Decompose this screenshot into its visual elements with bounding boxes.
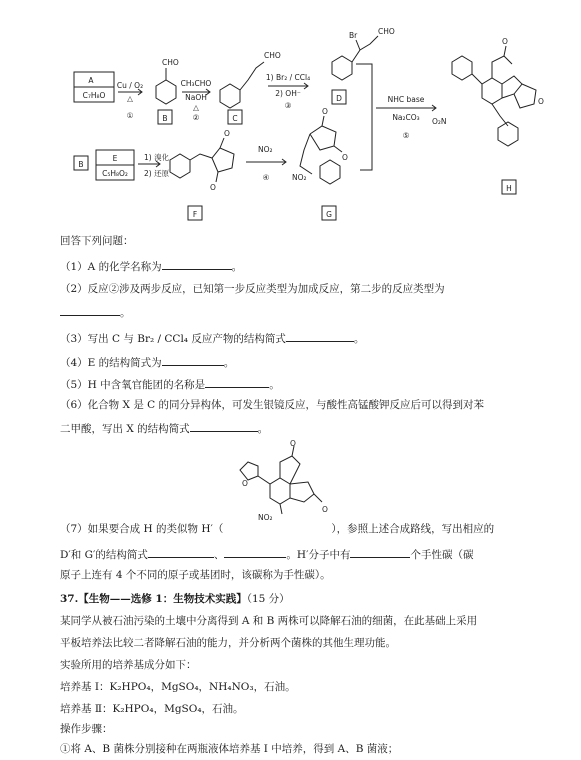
- medium-2: 培养基 Ⅱ：K₂HPO₄，MgSO₄，石油。: [60, 703, 244, 715]
- label-h: H: [506, 184, 512, 193]
- o-h1: O: [502, 37, 508, 46]
- o-f1: O: [224, 129, 230, 138]
- reaction-scheme: [60, 4, 580, 230]
- label-e: E: [112, 154, 118, 163]
- step-4-number: ④: [262, 173, 270, 182]
- benzene-ring-h: [452, 56, 472, 80]
- benzene-ring-d: [332, 56, 352, 80]
- intro-line: 回答下列问题：: [60, 235, 134, 247]
- o-furan: O: [242, 479, 248, 488]
- paragraph-1: 某同学从被石油污染的土壤中分离得到 A 和 B 两株可以降解石油的细菌，在此基础上采用: [60, 615, 478, 627]
- furan-ring: [240, 462, 258, 480]
- label-g: G: [326, 210, 332, 219]
- a-b-condition: △: [127, 94, 133, 103]
- step-1-number: ①: [126, 111, 134, 120]
- label-a: A: [88, 76, 94, 85]
- question-7a: （7）如果要合成 H 的类似物 H′（ ），参照上述合成路线，写出相应的: [60, 523, 495, 535]
- label-c: C: [232, 114, 238, 123]
- question-7c: D′和 G′的结构简式 、 。H′分子中有 个手性碳（碳: [60, 546, 575, 562]
- b-c-reagent: CH₃CHO: [180, 79, 212, 88]
- medium-1: 培养基 Ⅰ：K₂HPO₄，MgSO₄，NH₄NO₃，石油。: [60, 681, 296, 693]
- steps-heading: 操作步骤：: [60, 723, 113, 735]
- question-2-blank: 。: [60, 304, 575, 320]
- c-d-reagent: 1) Br₂ / CCl₄: [265, 73, 311, 82]
- o-ketone: O: [322, 505, 328, 514]
- question-3: （3）写出 C 与 Br₂ / CCl₄ 反应产物的结构简式 。: [60, 330, 575, 346]
- step-3-number: ③: [284, 101, 292, 110]
- no2-g: NO₂: [292, 173, 307, 182]
- formula-e: C₅H₈O₂: [102, 169, 128, 178]
- paragraph-2: 平板培养法比较二者降解石油的能力，并分析两个菌株的其他生理功能。: [60, 637, 396, 649]
- paragraph-3: 实验所用的培养基成分如下：: [60, 659, 197, 671]
- benzene-ring-b: [156, 80, 176, 104]
- cho-d: CHO: [378, 27, 395, 36]
- question-37-heading: 37.【生物——选修 1：生物技术实践】（15 分）: [60, 593, 290, 605]
- step-1: ①将 A、B 菌株分别接种在两瓶液体培养基 Ⅰ 中培养，得到 A、B 菌液；: [60, 743, 399, 755]
- o-lactone: O: [290, 440, 296, 448]
- no2-reagent: NO₂: [258, 145, 273, 154]
- question-7d: 原子上连有 4 个不同的原子或基团时，该碳称为手性碳）。: [60, 569, 331, 581]
- question-1: （1）A 的化学名称为 。: [60, 258, 575, 274]
- o-g1: O: [322, 107, 328, 116]
- label-b: B: [162, 114, 168, 123]
- benzene-ring-f: [170, 154, 190, 178]
- label-d: D: [336, 94, 342, 103]
- step-2-number: ②: [192, 113, 200, 122]
- b-c-base: NaOH: [185, 93, 207, 102]
- label-f: F: [192, 210, 198, 219]
- benzene-ring-c: [220, 84, 240, 108]
- cho-c: CHO: [264, 51, 281, 60]
- o-g2: O: [342, 153, 348, 162]
- step-5-number: ⑤: [402, 131, 410, 140]
- question-6a: （6）化合物 X 是 C 的同分异构体，可发生银镜反应，与酸性高锰酸钾反应后可以得到对苯: [60, 399, 485, 411]
- br-d: Br: [349, 31, 358, 40]
- a-b-reagent: Cu / O₂: [116, 81, 144, 90]
- b-c-condition: △: [193, 103, 199, 112]
- cho-b: CHO: [162, 58, 179, 67]
- label-b2: B: [78, 160, 84, 169]
- question-4: （4）E 的结构简式为 。: [60, 354, 575, 370]
- nhc-base: NHC base: [387, 95, 425, 104]
- formula-a: C₇H₈O: [82, 91, 106, 100]
- o-f2: O: [210, 183, 216, 192]
- benzene-ring-g: [320, 160, 340, 184]
- o-h2: O: [538, 97, 544, 106]
- c-d-base: 2) OH⁻: [275, 89, 301, 98]
- no2-h-prime: NO₂: [258, 513, 273, 522]
- o2n-h: O₂N: [432, 117, 447, 126]
- question-6b: 二甲酸，写出 X 的结构简式 。: [60, 420, 575, 436]
- na2co3: Na₂CO₃: [392, 113, 420, 122]
- question-5: （5）H 中含氧官能团的名称是 。: [60, 376, 575, 392]
- be-step-1: 1) 溴化: [144, 153, 170, 162]
- be-step-2: 2) 还原: [144, 169, 170, 178]
- question-2: （2）反应②涉及两步反应，已知第一步反应类型为加成反应，第二步的反应类型为: [60, 283, 445, 295]
